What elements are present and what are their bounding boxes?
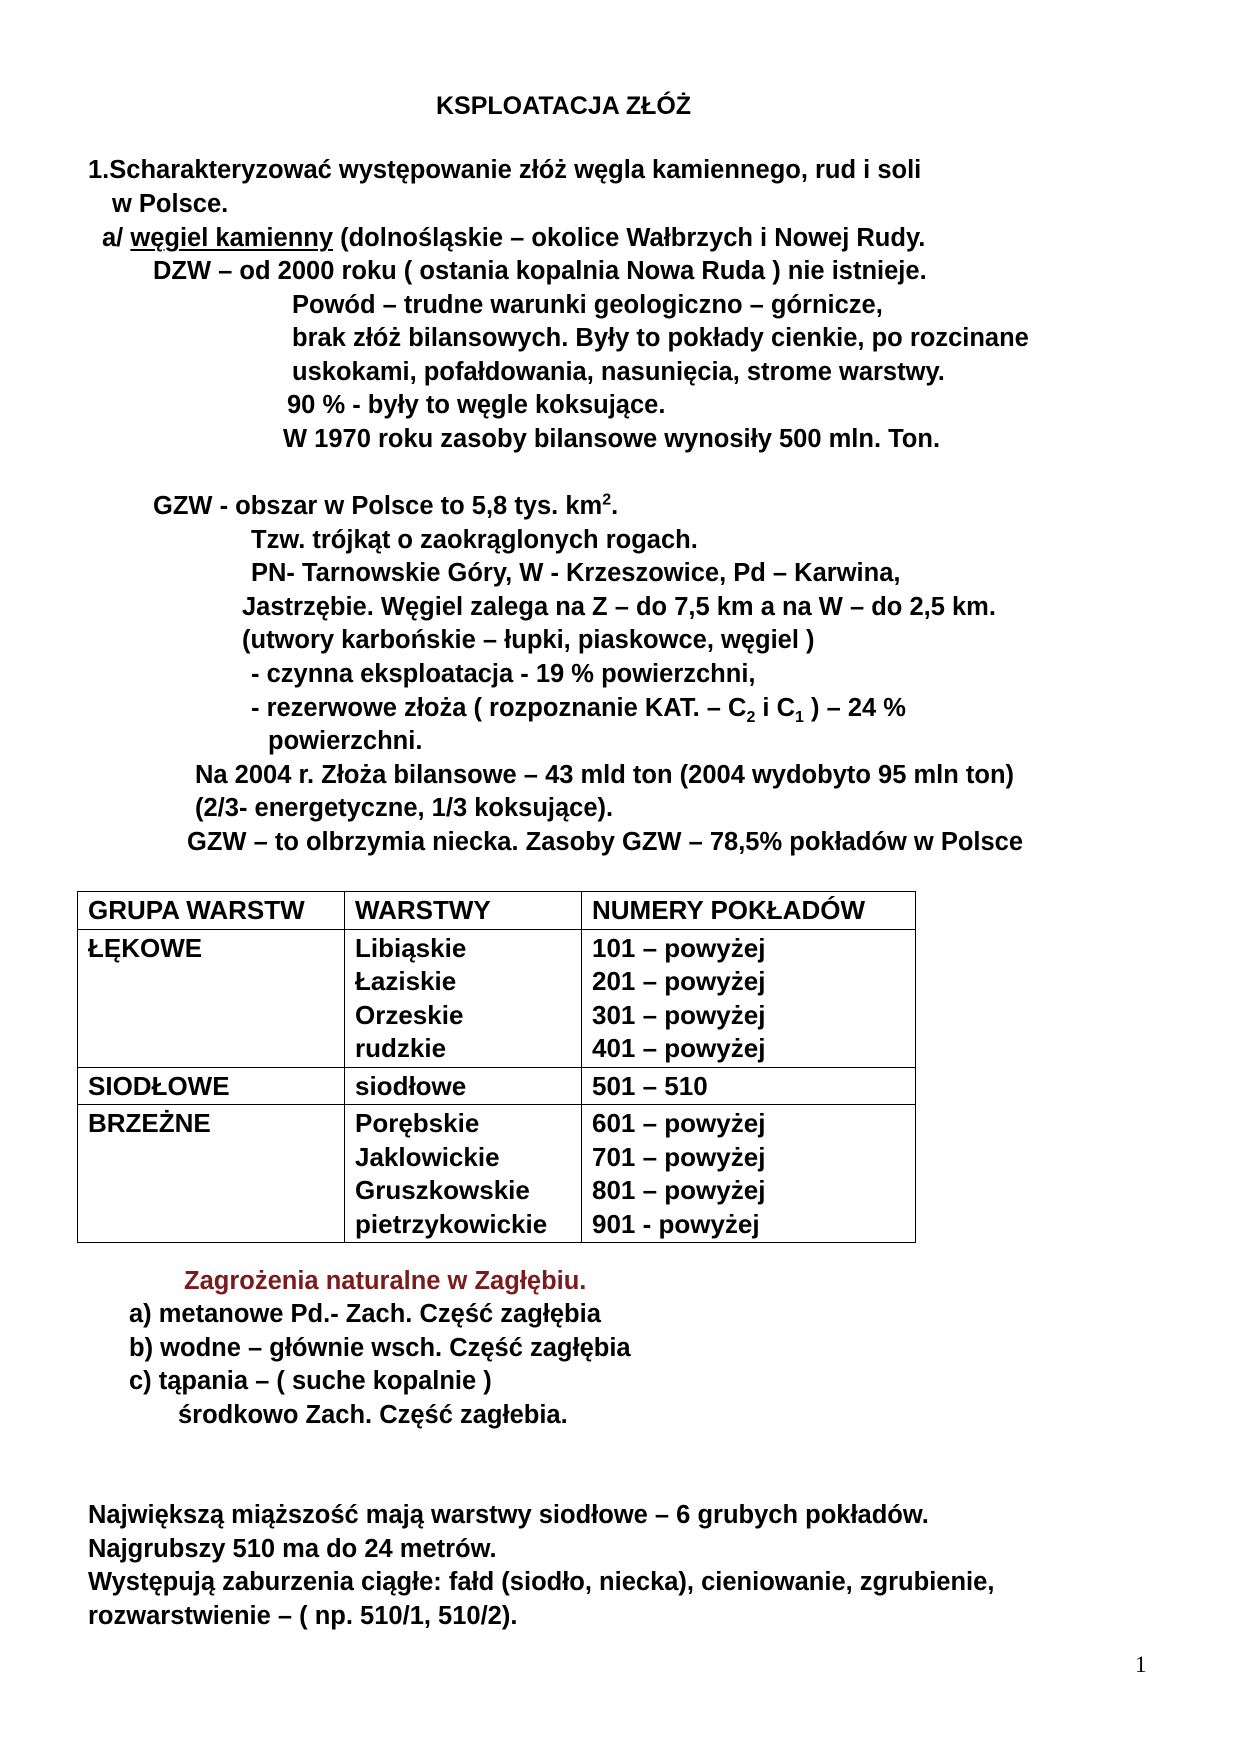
gzw-reserve-text-b: i C — [755, 694, 796, 722]
section-a-underlined: węgiel kamienny — [130, 224, 334, 252]
gzw-line-7 — [251, 694, 906, 727]
layer-name: rudzkie — [355, 1033, 447, 1063]
group-cell: SIODŁOWE — [78, 1067, 345, 1105]
gzw-area-text: GZW - obszar w Polsce to 5,8 tys. km — [153, 492, 603, 520]
gzw-reserve-sub-1: 2 — [746, 709, 756, 727]
seam-number: 601 – powyżej — [592, 1108, 766, 1138]
dzw-line-2: Powód – trudne warunki geologiczno – górnicze, — [292, 291, 883, 319]
gzw-line-8: powierzchni. — [268, 727, 423, 755]
hazard-item-c-continued: środkowo Zach. Część zagłebia. — [178, 1401, 568, 1429]
section-a-prefix: a/ — [102, 224, 131, 252]
dzw-line-3: brak złóż bilansowych. Były to pokłady cienkie, po rozcinane — [292, 324, 1029, 352]
gzw-reserve-text-c: ) – 24 % — [803, 694, 906, 722]
gzw-line-5: (utwory karbońskie – łupki, piaskowce, węgiel ) — [242, 626, 815, 654]
section-a-line — [102, 226, 925, 252]
gzw-line-9: Na 2004 r. Złoża bilansowe – 43 mld ton (2004 wydobyto 95 mln ton) — [195, 761, 1015, 789]
seam-number: 901 - powyżej — [592, 1208, 760, 1239]
strata-table — [77, 891, 916, 1243]
numbers-cell — [582, 1067, 916, 1105]
gzw-line-3: PN- Tarnowskie Góry, W - Krzeszowice, Pd – Karwina, — [251, 559, 901, 587]
layer-name: Orzeskie — [355, 999, 464, 1030]
gzw-line-10: (2/3- energetyczne, 1/3 koksujące). — [195, 794, 614, 822]
hazard-item-c: c) tąpania – ( suche kopalnie ) — [129, 1367, 492, 1395]
layer-name: pietrzykowickie — [355, 1208, 548, 1239]
seam-number: 101 – powyżej — [592, 932, 766, 963]
layer-name: siodłowe — [355, 1070, 467, 1101]
gzw-area-end: . — [611, 492, 619, 520]
table-header-cell: GRUPA WARSTW — [78, 892, 345, 930]
table-row — [78, 1067, 916, 1105]
layer-name: Jaklowickie — [355, 1141, 500, 1172]
summary-line-3: Występują zaburzenia ciągłe: fałd (siodło, niecka), cieniowanie, zgrubienie, — [88, 1568, 995, 1596]
dzw-line-4: uskokami, pofałdowania, nasunięcia, strome warstwy. — [292, 358, 945, 386]
layer-name: Łaziskie — [355, 966, 457, 996]
table-row — [78, 1105, 916, 1243]
hazard-item-b: b) wodne – głównie wsch. Część zagłębia — [129, 1334, 631, 1362]
question-line-2: w Polsce. — [112, 190, 229, 218]
gzw-line-4: Jastrzębie. Węgiel zalega na Z – do 7,5 km a na W – do 2,5 km. — [242, 593, 996, 621]
seam-number: 501 – 510 — [592, 1070, 708, 1101]
seam-number: 301 – powyżej — [592, 999, 766, 1030]
hazards-heading: Zagrożenia naturalne w Zagłębiu. — [184, 1267, 587, 1295]
layers-cell — [345, 929, 582, 1067]
seam-number: 401 – powyżej — [592, 1033, 766, 1063]
page-title: KSPLOATACJA ZŁÓŻ — [436, 92, 692, 120]
gzw-line-11: GZW – to olbrzymia niecka. Zasoby GZW – 78,5% pokładów w Polsce — [187, 828, 1024, 856]
gzw-line-6: - czynna eksploatacja - 19 % powierzchni, — [251, 660, 756, 688]
question-line-1: 1.Scharakteryzować występowanie złóż węgla kamiennego, rud i soli — [88, 156, 922, 184]
group-cell: BRZEŻNE — [78, 1105, 345, 1243]
seam-number: 201 – powyżej — [592, 966, 766, 996]
layer-name: Porębskie — [355, 1108, 480, 1138]
table-header-cell: NUMERY POKŁADÓW — [582, 892, 916, 930]
layer-name: Gruszkowskie — [355, 1175, 530, 1205]
layers-cell — [345, 1105, 582, 1243]
table-header-cell: WARSTWY — [345, 892, 582, 930]
page-number: 1 — [1135, 1652, 1147, 1677]
dzw-line-5: 90 % - były to węgle koksujące. — [287, 391, 666, 419]
table-header-row — [78, 892, 916, 930]
numbers-cell — [582, 1105, 916, 1243]
dzw-line-6: W 1970 roku zasoby bilansowe wynosiły 500 mln. Ton. — [283, 425, 941, 453]
seam-number: 701 – powyżej — [592, 1141, 766, 1172]
hazard-item-a: a) metanowe Pd.- Zach. Część zagłębia — [129, 1300, 601, 1328]
summary-line-1: Największą miąższość mają warstwy siodłowe – 6 grubych pokładów. — [88, 1501, 929, 1529]
table-row — [78, 929, 916, 1067]
gzw-line-1 — [153, 491, 619, 520]
summary-line-4: rozwarstwienie – ( np. 510/1, 510/2). — [88, 1602, 518, 1630]
group-cell: ŁĘKOWE — [78, 929, 345, 1067]
seam-number: 801 – powyżej — [592, 1175, 766, 1205]
summary-line-2: Najgrubszy 510 ma do 24 metrów. — [88, 1535, 497, 1563]
layer-name: Libiąskie — [355, 932, 467, 963]
section-a-rest: (dolnośląskie – okolice Wałbrzych i Nowej Rudy. — [333, 224, 926, 252]
numbers-cell — [582, 929, 916, 1067]
gzw-line-2: Tzw. trójkąt o zaokrąglonych rogach. — [251, 526, 698, 554]
dzw-line-1: DZW – od 2000 roku ( ostania kopalnia Nowa Ruda ) nie istnieje. — [153, 257, 927, 285]
gzw-reserve-sub-2: 1 — [795, 709, 804, 727]
gzw-area-superscript: 2 — [602, 491, 612, 509]
layers-cell — [345, 1067, 582, 1105]
gzw-reserve-text-a: - rezerwowe złoża ( rozpoznanie KAT. – C — [251, 694, 747, 722]
